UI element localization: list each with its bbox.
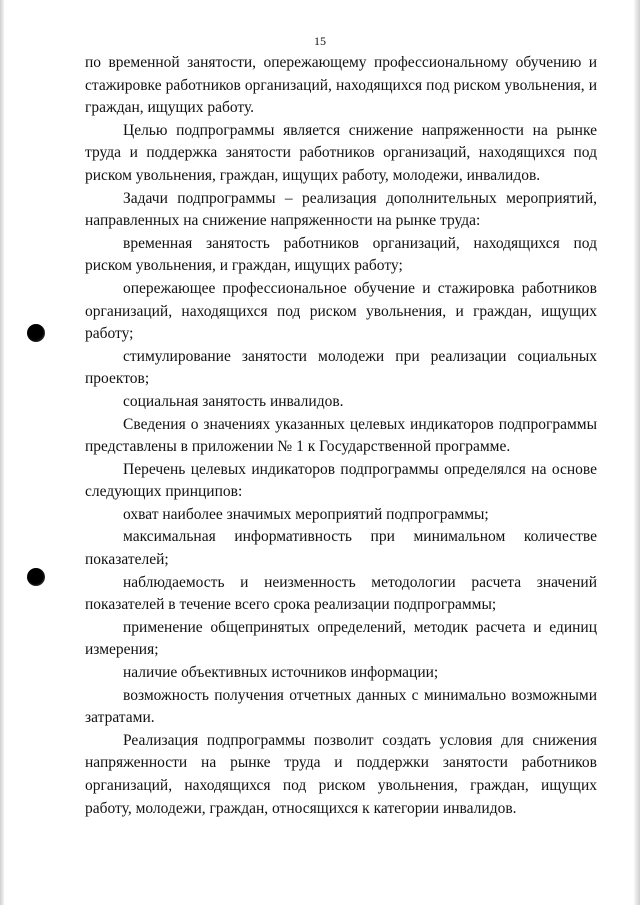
scan-edge-left (0, 0, 4, 905)
paragraph: по временной занятости, опережающему профессиональному обучению и стажировке работников организаций, находящихся под риском увольнения, и граждан, ищущих работу. (85, 54, 597, 117)
list-item: временная занятость работников организаций, находящихся под риском увольнения, и граждан, ищущих работу; (85, 234, 597, 275)
list-item: наблюдаемость и неизменность методологии расчета значений показателей в течение всего срока реализации подпрограммы; (85, 573, 597, 614)
page-number: 15 (314, 34, 326, 48)
scan-edge-right (634, 0, 640, 905)
list-item: применение общепринятых определений, методик расчета и единиц измерения; (85, 618, 597, 659)
punch-hole (27, 568, 45, 586)
paragraph: Реализация подпрограммы позволит создать условия для снижения напряженности на рынке труда и поддержки занятости работников организаций, находящихся под риском увольнения, граждан, ищущих работу, молодежи, граждан, относящихся к категории инвалидов. (85, 731, 597, 817)
list-item: социальная занятость инвалидов. (123, 392, 344, 410)
list-item: стимулирование занятости молодежи при реализации социальных проектов; (85, 347, 597, 388)
paragraph: Сведения о значениях указанных целевых индикаторов подпрограммы представлены в приложении № 1 к Государственной программе. (85, 415, 597, 456)
punch-hole (27, 324, 45, 342)
list-item: опережающее профессиональное обучение и стажировка работников организаций, находящихся под риском увольнения, и граждан, ищущих работу; (85, 279, 597, 343)
list-item: наличие объективных источников информации; (123, 664, 439, 682)
list-item: максимальная информативность при минимальном количестве показателей; (85, 528, 597, 569)
list-item: возможность получения отчетных данных с минимально возможными затратами. (85, 686, 597, 727)
list-item: охват наиболее значимых мероприятий подпрограммы; (123, 505, 489, 523)
document-body (85, 52, 597, 820)
paragraph: Целью подпрограммы является снижение напряженности на рынке труда и поддержка занятости работников организаций, находящихся под риском увольнения, граждан, ищущих работу, молодежи, инвалидов. (85, 121, 597, 184)
paragraph: Перечень целевых индикаторов подпрограммы определялся на основе следующих принципов: (85, 460, 597, 501)
paragraph: Задачи подпрограммы – реализация дополнительных мероприятий, направленных на снижение напряженности на рынке труда: (85, 189, 597, 230)
